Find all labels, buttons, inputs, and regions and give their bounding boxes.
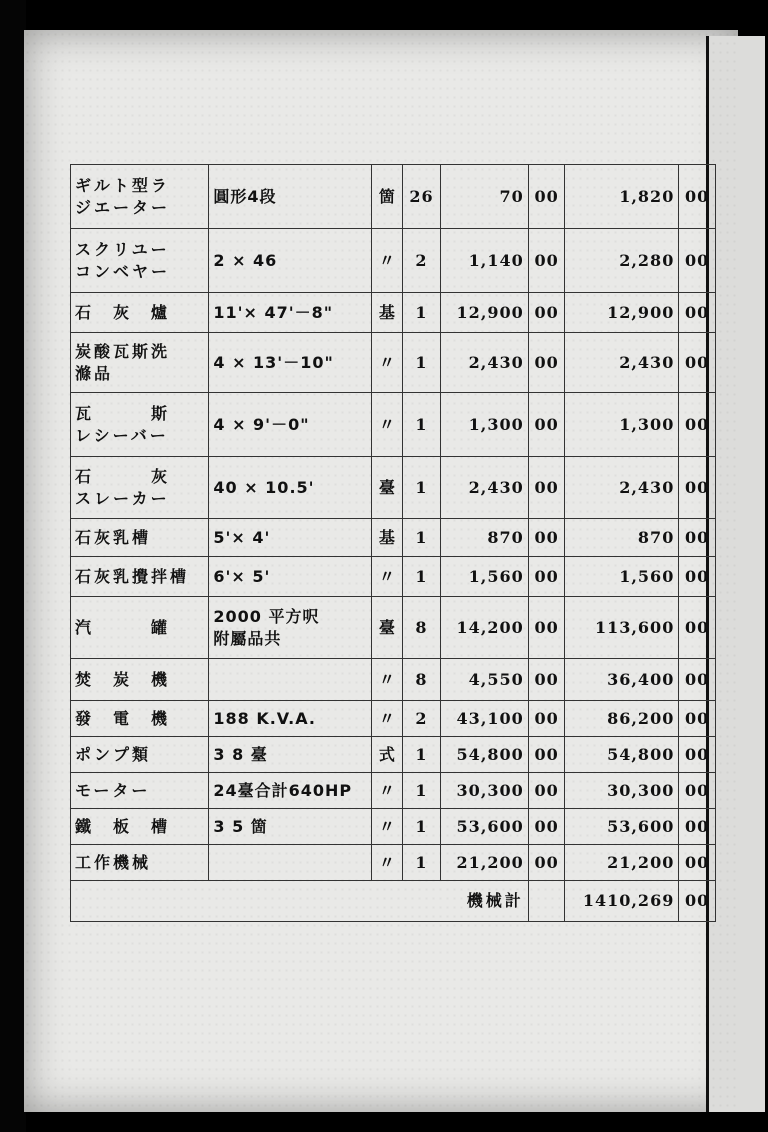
item-name: 石灰乳槽	[71, 519, 209, 557]
item-quantity: 8	[402, 597, 441, 659]
item-unit-price-sen: 00	[528, 737, 565, 773]
item-unit-price-sen: 00	[528, 293, 565, 333]
item-spec: 圓形4段	[209, 165, 372, 229]
item-quantity: 1	[402, 557, 441, 597]
item-unit: 〃	[372, 333, 403, 393]
item-amount-sen: 00	[679, 165, 716, 229]
item-unit: 式	[372, 737, 403, 773]
item-amount: 54,800	[565, 737, 679, 773]
item-quantity: 1	[402, 457, 441, 519]
item-amount-sen: 00	[679, 597, 716, 659]
item-quantity: 1	[402, 393, 441, 457]
total-blank-cell	[528, 881, 565, 922]
ledger-table	[70, 164, 716, 922]
total-row	[71, 881, 716, 922]
item-amount: 2,280	[565, 229, 679, 293]
item-spec: 40 × 10.5'	[209, 457, 372, 519]
item-unit: 基	[372, 293, 403, 333]
item-spec: 4 × 13'－10"	[209, 333, 372, 393]
scan-left-edge	[0, 0, 26, 1132]
item-amount-sen: 00	[679, 845, 716, 881]
item-amount-sen: 00	[679, 659, 716, 701]
machinery-ledger	[70, 164, 716, 922]
item-unit: 〃	[372, 809, 403, 845]
item-unit: 〃	[372, 229, 403, 293]
item-amount-sen: 00	[679, 457, 716, 519]
item-amount-sen: 00	[679, 229, 716, 293]
ledger-row	[71, 701, 716, 737]
item-quantity: 1	[402, 293, 441, 333]
item-quantity: 8	[402, 659, 441, 701]
ledger-row	[71, 333, 716, 393]
item-amount: 53,600	[565, 809, 679, 845]
item-name: 工作機械	[71, 845, 209, 881]
ledger-row	[71, 845, 716, 881]
item-amount: 1,560	[565, 557, 679, 597]
item-quantity: 2	[402, 229, 441, 293]
ledger-row	[71, 457, 716, 519]
ledger-row	[71, 809, 716, 845]
item-amount: 30,300	[565, 773, 679, 809]
item-unit: 〃	[372, 701, 403, 737]
item-unit: 〃	[372, 773, 403, 809]
item-amount: 1,300	[565, 393, 679, 457]
ledger-row	[71, 597, 716, 659]
item-amount: 870	[565, 519, 679, 557]
item-spec: 2000 平方呎 附屬品共	[209, 597, 372, 659]
ledger-row	[71, 659, 716, 701]
item-amount: 86,200	[565, 701, 679, 737]
item-unit-price: 1,140	[441, 229, 528, 293]
item-unit-price: 1,300	[441, 393, 528, 457]
item-name: 石灰乳攪拌槽	[71, 557, 209, 597]
item-amount-sen: 00	[679, 333, 716, 393]
item-unit-price: 30,300	[441, 773, 528, 809]
ledger-row	[71, 773, 716, 809]
item-amount-sen: 00	[679, 809, 716, 845]
item-amount-sen: 00	[679, 393, 716, 457]
ledger-row	[71, 393, 716, 457]
total-amount-sen: 00	[679, 881, 716, 922]
item-name: モーター	[71, 773, 209, 809]
item-quantity: 1	[402, 737, 441, 773]
item-spec: 3 8 臺	[209, 737, 372, 773]
item-unit-price-sen: 00	[528, 659, 565, 701]
item-unit-price: 53,600	[441, 809, 528, 845]
item-spec: 5'× 4'	[209, 519, 372, 557]
item-unit-price: 4,550	[441, 659, 528, 701]
item-unit: 臺	[372, 597, 403, 659]
ledger-row	[71, 165, 716, 229]
item-unit: 〃	[372, 557, 403, 597]
item-amount-sen: 00	[679, 737, 716, 773]
item-spec: 2 × 46	[209, 229, 372, 293]
item-quantity: 26	[402, 165, 441, 229]
ledger-row	[71, 293, 716, 333]
ledger-body	[71, 165, 716, 922]
item-unit-price-sen: 00	[528, 519, 565, 557]
item-amount: 12,900	[565, 293, 679, 333]
ledger-row	[71, 519, 716, 557]
item-unit-price-sen: 00	[528, 701, 565, 737]
item-name: 鐵 板 槽	[71, 809, 209, 845]
item-amount: 36,400	[565, 659, 679, 701]
item-name: 焚 炭 機	[71, 659, 209, 701]
item-name: 發 電 機	[71, 701, 209, 737]
item-spec: 3 5 箇	[209, 809, 372, 845]
item-spec: 188 K.V.A.	[209, 701, 372, 737]
item-unit: 〃	[372, 393, 403, 457]
item-spec: 24臺合計640HP	[209, 773, 372, 809]
ledger-row	[71, 737, 716, 773]
item-unit-price: 12,900	[441, 293, 528, 333]
item-unit-price: 2,430	[441, 457, 528, 519]
item-name: 石 灰 爐	[71, 293, 209, 333]
item-unit-price: 2,430	[441, 333, 528, 393]
item-unit-price: 70	[441, 165, 528, 229]
item-unit: 箇	[372, 165, 403, 229]
item-name: ギルト型ラ ジエーター	[71, 165, 209, 229]
item-unit-price: 54,800	[441, 737, 528, 773]
item-amount: 2,430	[565, 333, 679, 393]
item-amount: 2,430	[565, 457, 679, 519]
item-name: 炭酸瓦斯洗 滌品	[71, 333, 209, 393]
item-unit: 〃	[372, 659, 403, 701]
item-unit: 〃	[372, 845, 403, 881]
item-spec	[209, 845, 372, 881]
item-amount-sen: 00	[679, 701, 716, 737]
item-unit: 臺	[372, 457, 403, 519]
item-quantity: 2	[402, 701, 441, 737]
item-spec: 11'× 47'－8"	[209, 293, 372, 333]
item-amount: 21,200	[565, 845, 679, 881]
ledger-row	[71, 557, 716, 597]
item-unit-price-sen: 00	[528, 393, 565, 457]
item-spec: 4 × 9'－0"	[209, 393, 372, 457]
item-name: スクリユー コンベヤー	[71, 229, 209, 293]
item-unit-price-sen: 00	[528, 557, 565, 597]
item-name: 汽 罐	[71, 597, 209, 659]
item-amount-sen: 00	[679, 293, 716, 333]
item-unit-price-sen: 00	[528, 597, 565, 659]
ledger-row	[71, 229, 716, 293]
item-name: 石 灰 スレーカー	[71, 457, 209, 519]
item-quantity: 1	[402, 333, 441, 393]
item-amount-sen: 00	[679, 519, 716, 557]
item-spec	[209, 659, 372, 701]
item-amount: 1,820	[565, 165, 679, 229]
item-unit: 基	[372, 519, 403, 557]
item-quantity: 1	[402, 845, 441, 881]
item-quantity: 1	[402, 809, 441, 845]
item-spec: 6'× 5'	[209, 557, 372, 597]
item-unit-price-sen: 00	[528, 229, 565, 293]
item-unit-price: 43,100	[441, 701, 528, 737]
item-quantity: 1	[402, 519, 441, 557]
item-unit-price-sen: 00	[528, 809, 565, 845]
total-amount: 1410,269	[565, 881, 679, 922]
item-unit-price-sen: 00	[528, 333, 565, 393]
item-unit-price: 1,560	[441, 557, 528, 597]
item-amount-sen: 00	[679, 773, 716, 809]
item-unit-price: 14,200	[441, 597, 528, 659]
item-unit-price-sen: 00	[528, 845, 565, 881]
item-unit-price: 21,200	[441, 845, 528, 881]
item-amount: 113,600	[565, 597, 679, 659]
item-unit-price-sen: 00	[528, 773, 565, 809]
item-unit-price-sen: 00	[528, 165, 565, 229]
item-amount-sen: 00	[679, 557, 716, 597]
item-unit-price-sen: 00	[528, 457, 565, 519]
total-label: 機械計	[71, 881, 529, 922]
item-name: 瓦 斯 レシーバー	[71, 393, 209, 457]
item-name: ポンプ類	[71, 737, 209, 773]
item-quantity: 1	[402, 773, 441, 809]
item-unit-price: 870	[441, 519, 528, 557]
